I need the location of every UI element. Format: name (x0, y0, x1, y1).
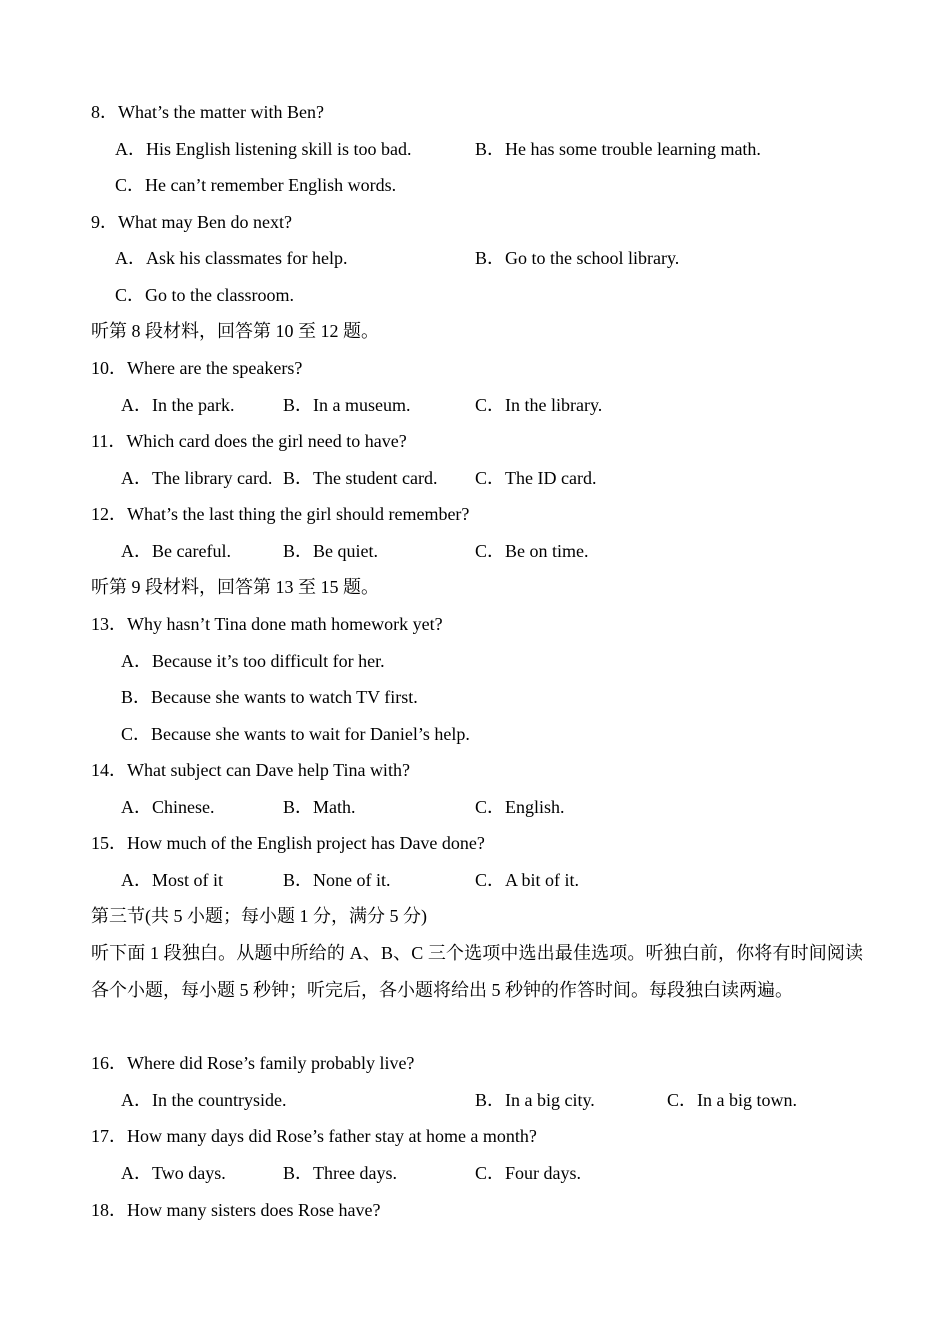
option-17b: B．Three days. (283, 1163, 397, 1183)
option-16c: C．In a big town. (667, 1090, 797, 1110)
option-13a: A．Because it’s too difficult for her. (121, 651, 385, 671)
option-14c: C．English. (475, 797, 565, 817)
option-14b: B．Math. (283, 797, 356, 817)
question-14: 14．What subject can Dave help Tina with? (91, 760, 410, 780)
option-9a: A．Ask his classmates for help. (115, 248, 348, 268)
question-12: 12．What’s the last thing the girl should remember? (91, 504, 470, 524)
question-16: 16．Where did Rose’s family probably live? (91, 1053, 415, 1073)
section-heading-part3: 第三节(共 5 小题；每小题 1 分，满分 5 分) (91, 906, 427, 926)
option-10a: A．In the park. (121, 395, 235, 415)
option-16b: B．In a big city. (475, 1090, 595, 1110)
section-heading-8: 听第 8 段材料，回答第 10 至 12 题。 (91, 321, 379, 341)
option-14a: A．Chinese. (121, 797, 215, 817)
question-15: 15．How much of the English project has Dave done? (91, 833, 485, 853)
option-11b: B．The student card. (283, 468, 438, 488)
question-18: 18．How many sisters does Rose have? (91, 1200, 381, 1220)
option-12c: C．Be on time. (475, 541, 589, 561)
option-15c: C．A bit of it. (475, 870, 580, 890)
option-16a: A．In the countryside. (121, 1090, 287, 1110)
option-9b: B．Go to the school library. (475, 248, 680, 268)
option-17c: C．Four days. (475, 1163, 582, 1183)
option-8c: C．He can’t remember English words. (115, 175, 397, 195)
option-11c: C．The ID card. (475, 468, 597, 488)
question-10: 10．Where are the speakers? (91, 358, 303, 378)
question-8: 8．What’s the matter with Ben? (91, 102, 324, 122)
option-10c: C．In the library. (475, 395, 603, 415)
question-17: 17．How many days did Rose’s father stay at home a month? (91, 1126, 537, 1146)
option-11a: A．The library card. (121, 468, 273, 488)
option-17a: A．Two days. (121, 1163, 226, 1183)
instructions-paragraph: 听下面 1 段独白。从题中所给的 A、B、C 三个选项中选出最佳选项。听独白前，你将有时间阅读各个小题，每小题 5 秒钟；听完后，各小题将给出 5 秒钟的作答时间。每段独白读两遍。 (91, 943, 863, 1000)
option-9c: C．Go to the classroom. (115, 285, 294, 305)
question-9: 9．What may Ben do next? (91, 212, 292, 232)
option-13c: C．Because she wants to wait for Daniel’s help. (121, 724, 470, 744)
option-15a: A．Most of it (121, 870, 224, 890)
option-13b: B．Because she wants to watch TV first. (121, 687, 418, 707)
question-11: 11．Which card does the girl need to have? (91, 431, 407, 451)
option-12a: A．Be careful. (121, 541, 231, 561)
option-10b: B．In a museum. (283, 395, 411, 415)
section-heading-9: 听第 9 段材料，回答第 13 至 15 题。 (91, 577, 379, 597)
option-8b: B．He has some trouble learning math. (475, 139, 761, 159)
question-13: 13．Why hasn’t Tina done math homework yet? (91, 614, 443, 634)
option-8a: A．His English listening skill is too bad. (115, 139, 412, 159)
option-12b: B．Be quiet. (283, 541, 378, 561)
option-15b: B．None of it. (283, 870, 391, 890)
